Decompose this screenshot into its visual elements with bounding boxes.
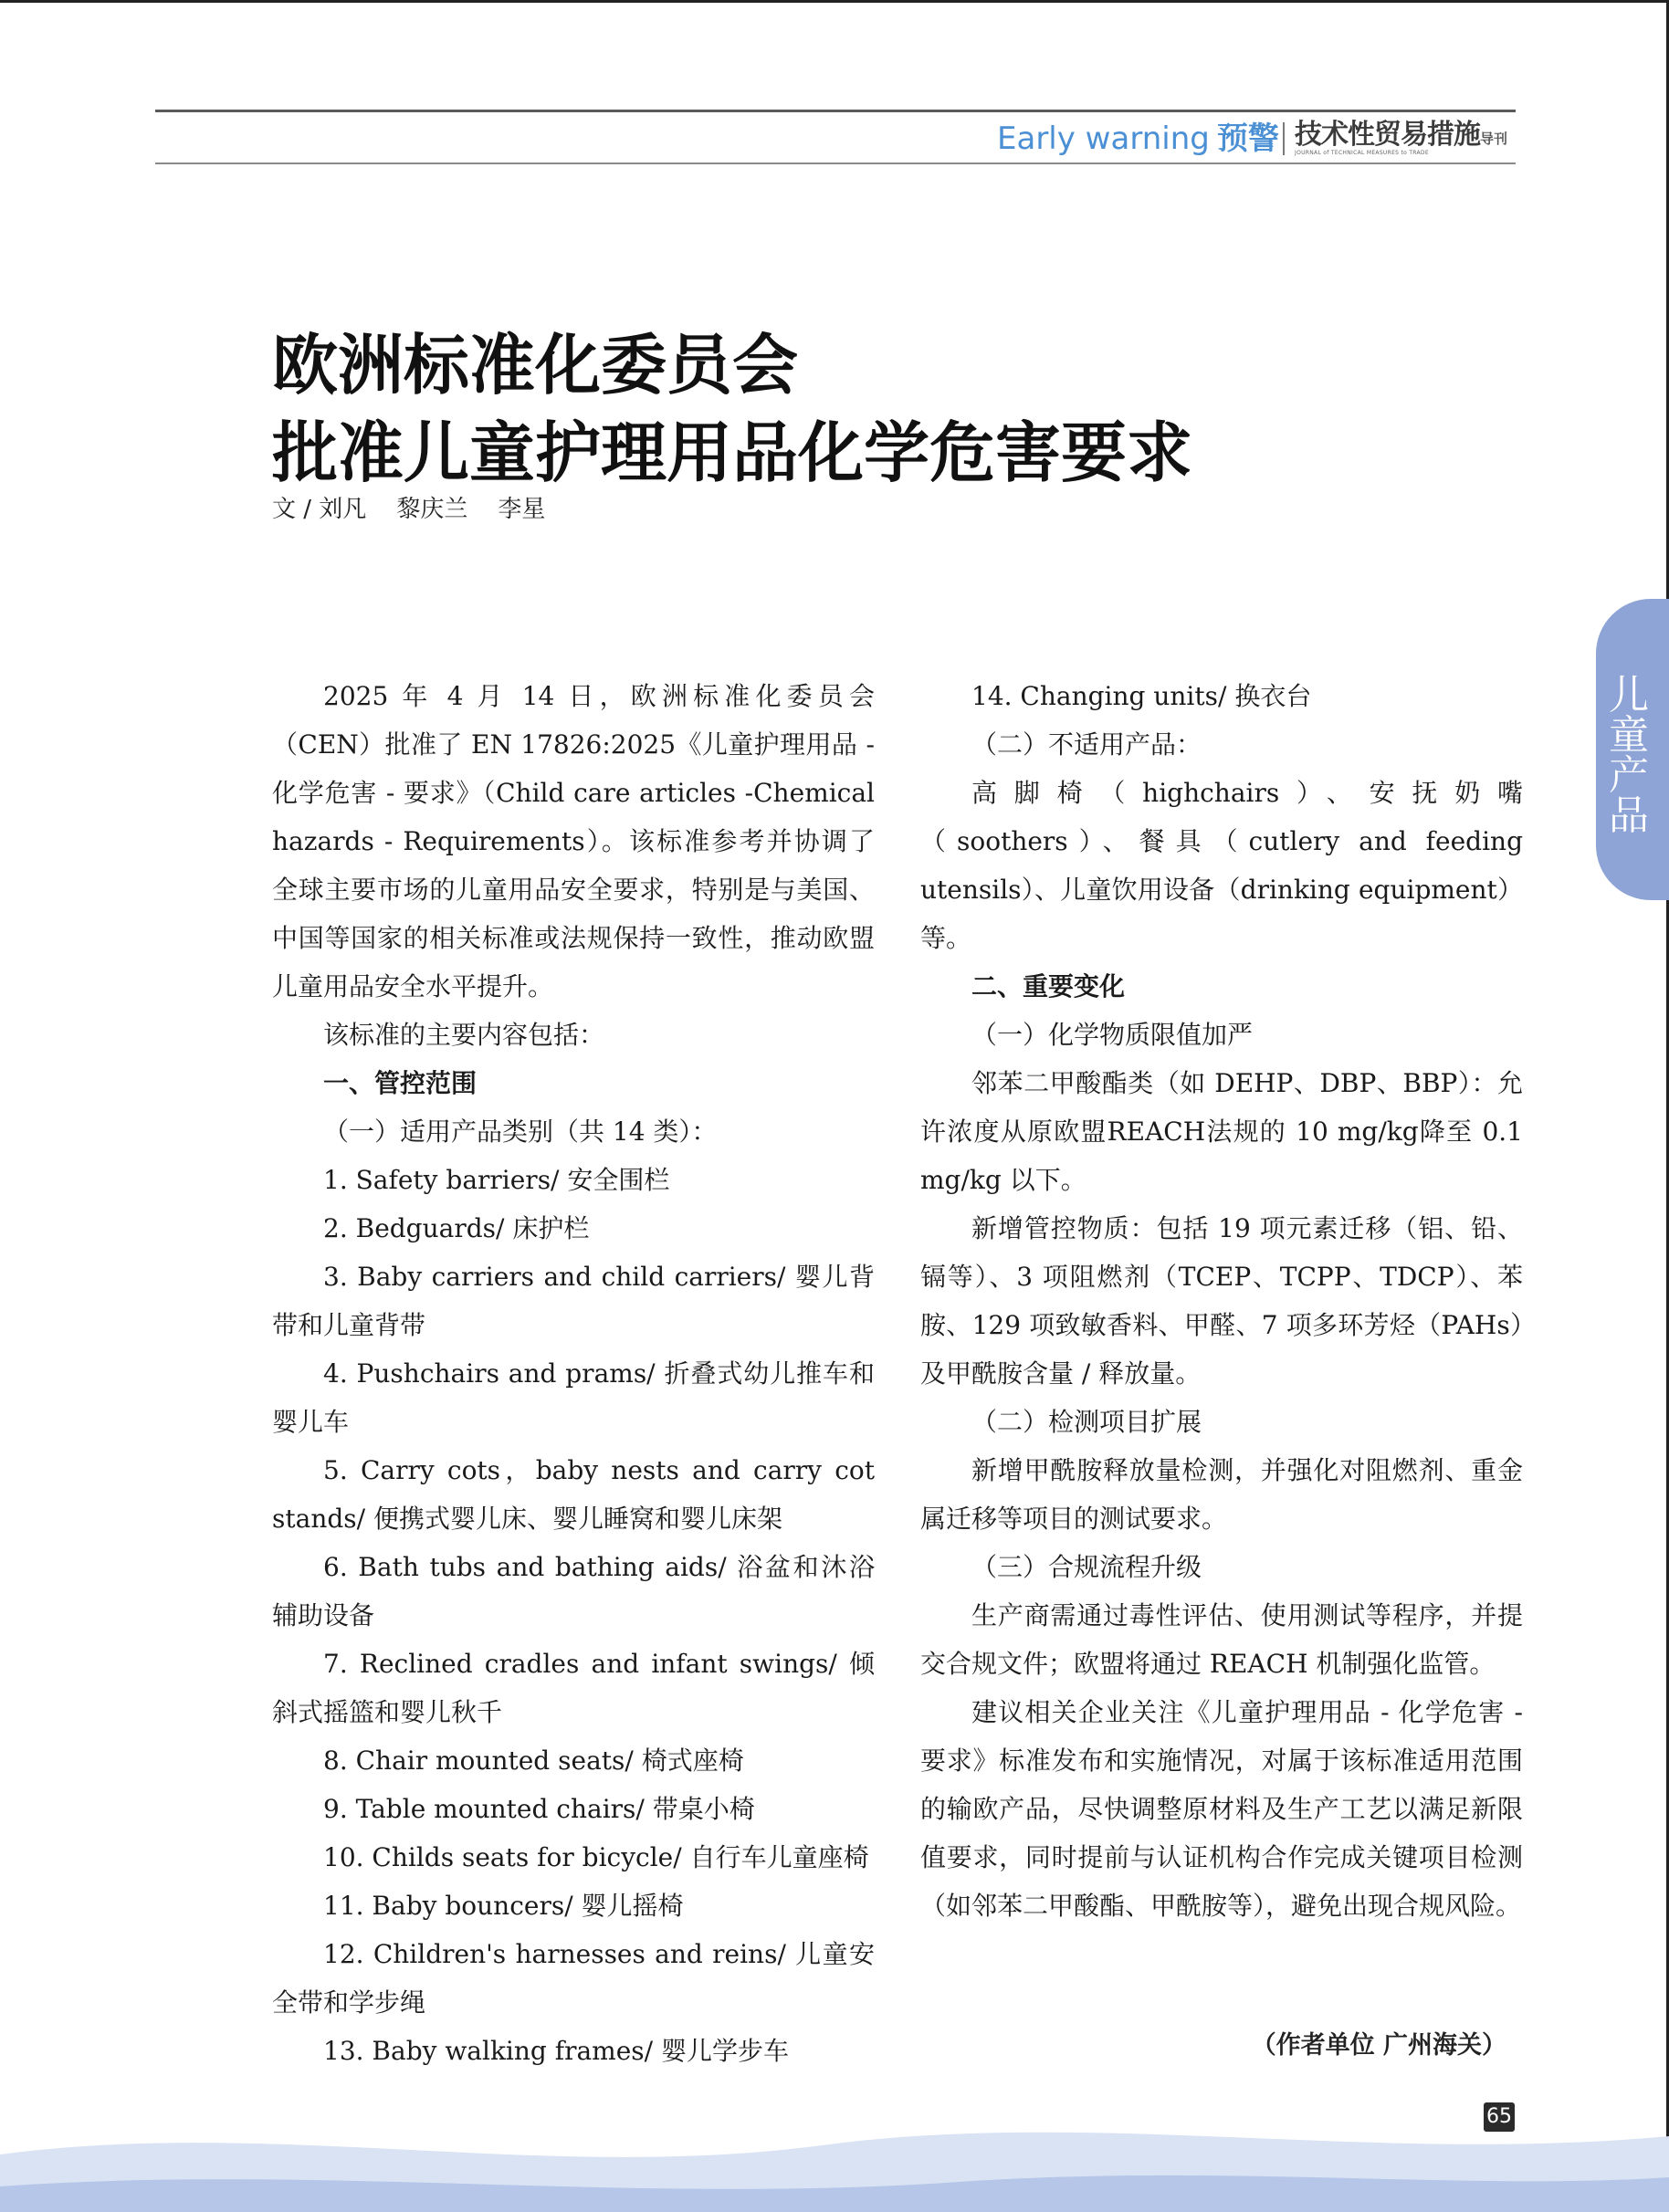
- side-tab-char: 童: [1609, 712, 1649, 759]
- page-number: 65: [1484, 2102, 1515, 2132]
- footer-wave-decoration: [0, 2100, 1669, 2212]
- journal-name: 技术性贸易措施: [1295, 119, 1480, 151]
- header-section-en: Early warning: [997, 121, 1210, 157]
- body-paragraph: 新增甲酰胺释放量检测，并强化对阻燃剂、重金属迁移等项目的测试要求。: [920, 1455, 1523, 1534]
- title-line-2: 批准儿童护理用品化学危害要求: [272, 414, 1193, 491]
- body-paragraph: （三）合规流程升级: [971, 1552, 1202, 1582]
- body-paragraph: 9. Table mounted chairs/ 带桌小椅: [323, 1794, 755, 1824]
- body-paragraph: 10. Childs seats for bicycle/ 自行车儿童座椅: [323, 1842, 869, 1872]
- body-paragraph: 4. Pushchairs and prams/ 折叠式幼儿推车和婴儿车: [272, 1358, 875, 1437]
- body-paragraph: 该标准的主要内容包括：: [323, 1020, 605, 1050]
- body-paragraph: 12. Children's harnesses and reins/ 儿童安全带和学步绳: [272, 1939, 875, 2018]
- header-section-cn: 预警: [1216, 121, 1279, 157]
- body-paragraph: 3. Baby carriers and child carriers/ 婴儿背带和儿童背带: [272, 1262, 875, 1340]
- journal-subtitle: JOURNAL of TECHNICAL MEASURES to TRADE: [1295, 150, 1429, 156]
- body-paragraph: （一）适用产品类别（共 14 类）：: [323, 1116, 718, 1147]
- body-paragraph: 建议相关企业关注《儿童护理用品 - 化学危害 - 要求》标准发布和实施情况，对属于该标准适用范围的输欧产品，尽快调整原材料及生产工艺以满足新限值要求，同时提前与认证机构合作完成关键项目检测（如邻苯二甲酸酯、甲酰胺等），避免出现合规风险。: [920, 1697, 1523, 1921]
- section-heading: 二、重要变化: [971, 971, 1126, 1001]
- body-paragraph: 6. Bath tubs and bathing aids/ 浴盆和沐浴辅助设备: [272, 1552, 875, 1630]
- body-paragraph: 2025 年 4 月 14 日，欧洲标准化委员会（CEN）批准了 EN 17826:2025《儿童护理用品 - 化学危害 - 要求》（Child care articles -Chemical hazards - Requirements）。该标准参考并协调了全球主要市场的儿童用品安全要求，特别是与美国、中国等国家的相关标准或法规保持一致性，推动欧盟儿童用品安全水平提升。: [272, 681, 875, 1001]
- body-paragraph: （二）不适用产品：: [971, 729, 1202, 760]
- header-rule-top: [155, 110, 1516, 112]
- body-paragraph: 生产商需通过毒性评估、使用测试等程序，并提交合规文件；欧盟将通过 REACH 机制强化监管。: [920, 1600, 1523, 1679]
- journal-logo: [1295, 117, 1507, 161]
- body-paragraph: 8. Chair mounted seats/ 椅式座椅: [323, 1745, 744, 1776]
- body-paragraph: 1. Safety barriers/ 安全围栏: [323, 1165, 670, 1195]
- article-title: [272, 321, 1192, 497]
- body-column-left: [272, 672, 875, 2075]
- side-tab-label: [1607, 672, 1651, 839]
- body-column-right: [920, 672, 1523, 1930]
- section-heading: 一、管控范围: [323, 1068, 478, 1098]
- body-paragraph: 新增管控物质：包括 19 项元素迁移（铝、铅、镉等）、3 项阻燃剂（TCEP、TCPP、TDCP）、苯胺、129 项致敏香料、甲醛、7 项多环芳烃（PAHs）及甲酰胺含量 / 释放量。: [920, 1213, 1523, 1389]
- body-paragraph: （一）化学物质限值加严: [971, 1020, 1254, 1050]
- body-paragraph: 5. Carry cots，baby nests and carry cot stands/ 便携式婴儿床、婴儿睡窝和婴儿床架: [272, 1455, 875, 1534]
- header-rule-bottom: [155, 162, 1516, 164]
- author-affiliation: （作者单位 广州海关）: [1251, 2031, 1506, 2060]
- side-tab-char: 品: [1609, 792, 1649, 839]
- body-paragraph: 2. Bedguards/ 床护栏: [323, 1213, 590, 1243]
- article-byline: 文 / 刘凡 黎庆兰 李星: [272, 496, 546, 523]
- body-paragraph: （二）检测项目扩展: [971, 1407, 1202, 1437]
- journal-kind: 导刊: [1480, 131, 1508, 147]
- body-paragraph: 高脚椅（highchairs）、安抚奶嘴（soothers）、餐具（cutlery and feeding utensils）、儿童饮用设备（drinking equipment）等。: [920, 778, 1523, 953]
- body-paragraph: 邻苯二甲酸酯类（如 DEHP、DBP、BBP）：允许浓度从原欧盟REACH法规的 10 mg/kg降至 0.1 mg/kg 以下。: [920, 1068, 1523, 1195]
- side-tab-char: 产: [1609, 752, 1649, 799]
- title-line-1: 欧洲标准化委员会: [272, 327, 799, 404]
- page-top-border: [0, 0, 1669, 3]
- header-separator: [1283, 122, 1285, 155]
- body-paragraph: 13. Baby walking frames/ 婴儿学步车: [323, 2036, 790, 2066]
- body-paragraph: 14. Changing units/ 换衣台: [971, 681, 1312, 711]
- body-paragraph: 11. Baby bouncers/ 婴儿摇椅: [323, 1891, 684, 1921]
- header-section: [997, 117, 1279, 161]
- body-paragraph: 7. Reclined cradles and infant swings/ 倾斜式摇篮和婴儿秋千: [272, 1649, 875, 1727]
- side-tab-char: 儿: [1609, 672, 1649, 718]
